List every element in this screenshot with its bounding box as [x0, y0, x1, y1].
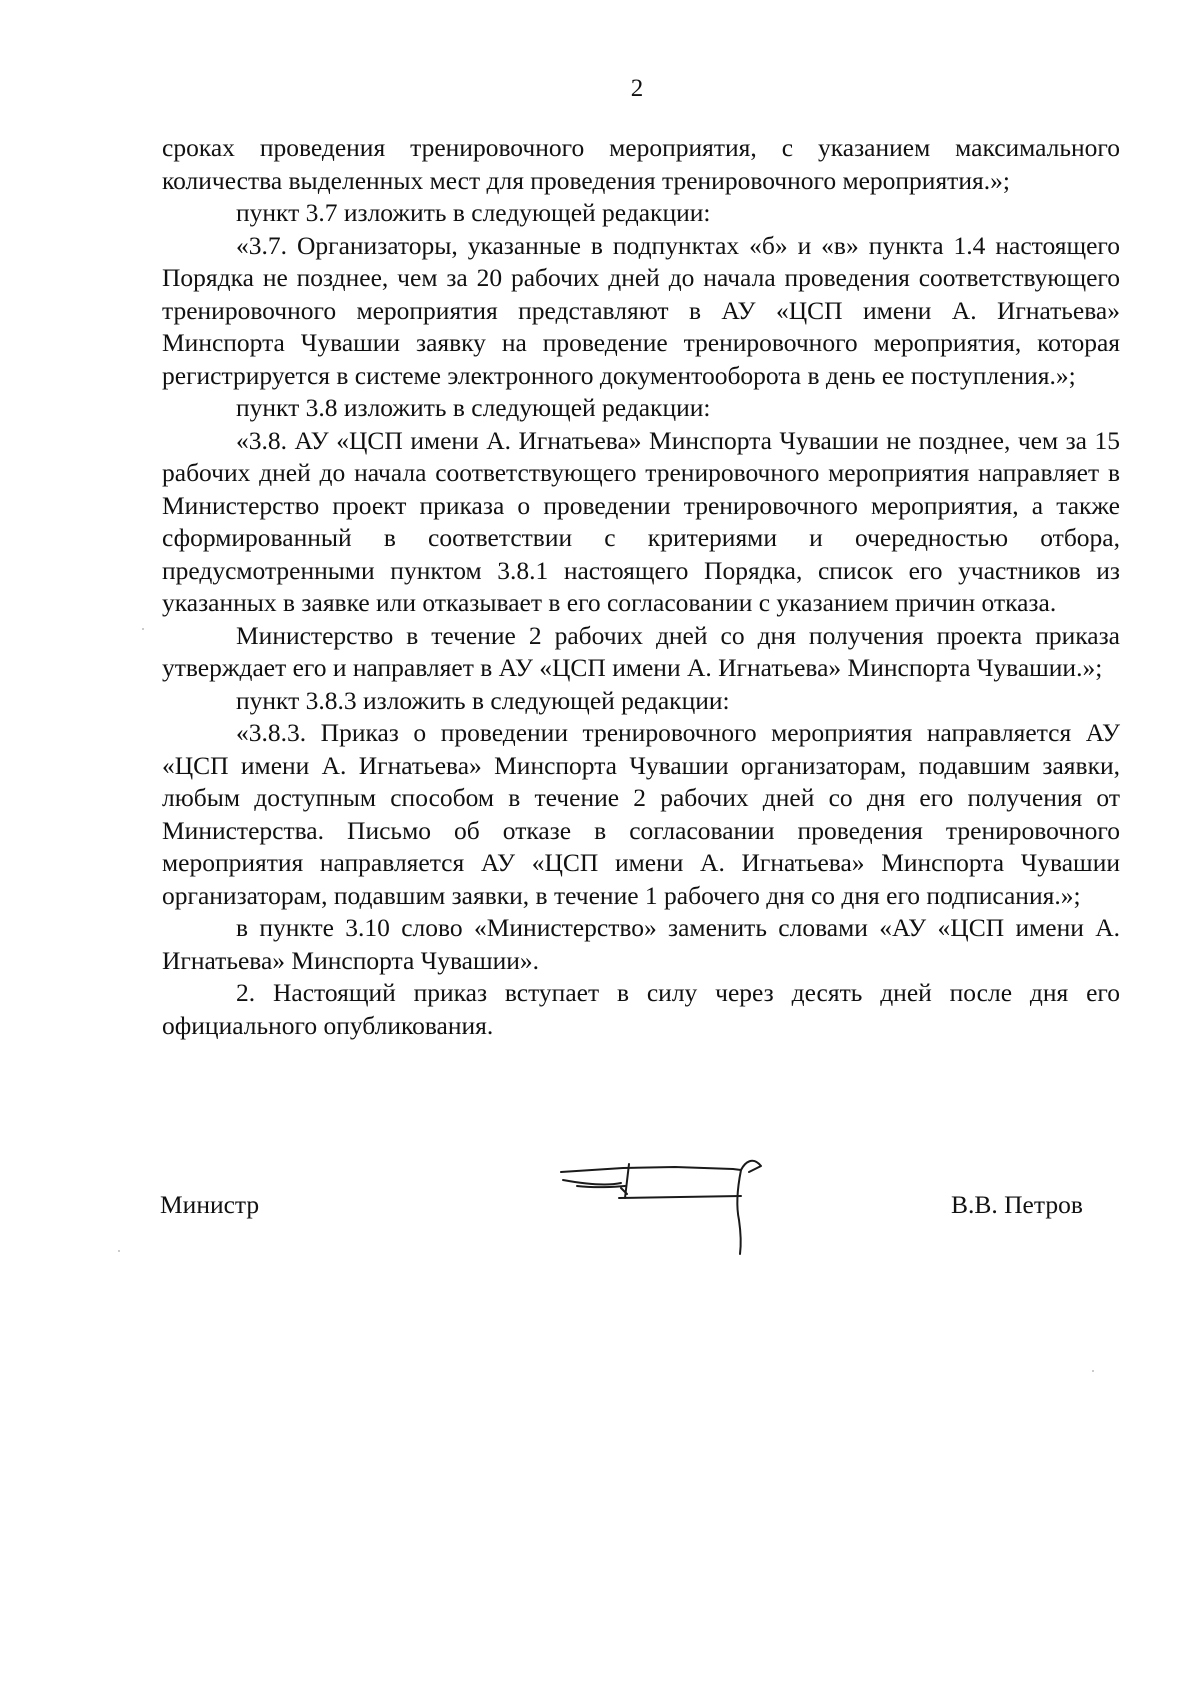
scan-speck [142, 628, 144, 630]
signatory-name: В.В. Петров [951, 1190, 1083, 1219]
paragraph-clause-3-8-3: «3.8.3. Приказ о проведении тренировочного мероприятия направляется АУ «ЦСП имени А. Игнатьева» Минспорта Чувашии организаторам, подавшим заявки, любым доступным способом в течение 2 рабочих дней со дня его получения от Министерства. Письмо об отказе в согласовании проведения тренировочного мероприятия направляется АУ «ЦСП имени А. Игнатьева» Минспорта Чувашии организаторам, подавшим заявки, в течение 1 рабочего дня со дня его подписания.»; [162, 718, 1120, 910]
scan-speck [1092, 1370, 1094, 1372]
paragraph-ministry-approval: Министерство в течение 2 рабочих дней со дня получения проекта приказа утверждает его и направляет в АУ «ЦСП имени А. Игнатьева» Минспорта Чувашии.»; [162, 620, 1120, 682]
paragraph-continuation: сроках проведения тренировочного мероприятия, с указанием максимального количества выделенных мест для проведения тренировочного мероприятия.»; [162, 133, 1120, 195]
paragraph-amend-3-10: в пункте 3.10 слово «Министерство» заменить словами «АУ «ЦСП имени А. Игнатьева» Минспорта Чувашии». [162, 913, 1120, 975]
paragraph-clause-3-8: «3.8. АУ «ЦСП имени А. Игнатьева» Минспорта Чувашии не позднее, чем за 15 рабочих дней до начала соответствующего тренировочного мероприятия направляет в Министерство проект приказа о проведении тренировочного мероприятия, а также сформированный в соответствии с критериями и очередностью отбора, предусмотренными пунктом 3.8.1 настоящего Порядка, список его участников из указанных в заявке или отказывает в его согласовании с указанием причин отказа. [162, 425, 1120, 617]
signature-block [0, 1150, 1200, 1290]
page-number: 2 [630, 75, 644, 102]
document-body [162, 132, 1120, 1042]
paragraph-clause-3-7: «3.7. Организаторы, указанные в подпунктах «б» и «в» пункта 1.4 настоящего Порядка не позднее, чем за 20 рабочих дней до начала проведения соответствующего тренировочного мероприятия представляют в АУ «ЦСП имени А. Игнатьева» Минспорта Чувашии заявку на проведение тренировочного мероприятия, которая регистрируется в системе электронного документооборота в день ее поступления.»; [162, 230, 1120, 390]
scan-speck [118, 1250, 120, 1252]
handwritten-signature-icon [555, 1150, 835, 1260]
signatory-title: Министр [160, 1190, 260, 1219]
paragraph-amend-3-8-3: пункт 3.8.3 изложить в следующей редакции: [236, 685, 730, 715]
paragraph-amend-3-8: пункт 3.8 изложить в следующей редакции: [236, 393, 711, 422]
paragraph-effective-date: 2. Настоящий приказ вступает в силу через десять дней после дня его официального опубликования. [162, 978, 1120, 1040]
paragraph-amend-3-7: пункт 3.7 изложить в следующей редакции: [236, 198, 711, 227]
